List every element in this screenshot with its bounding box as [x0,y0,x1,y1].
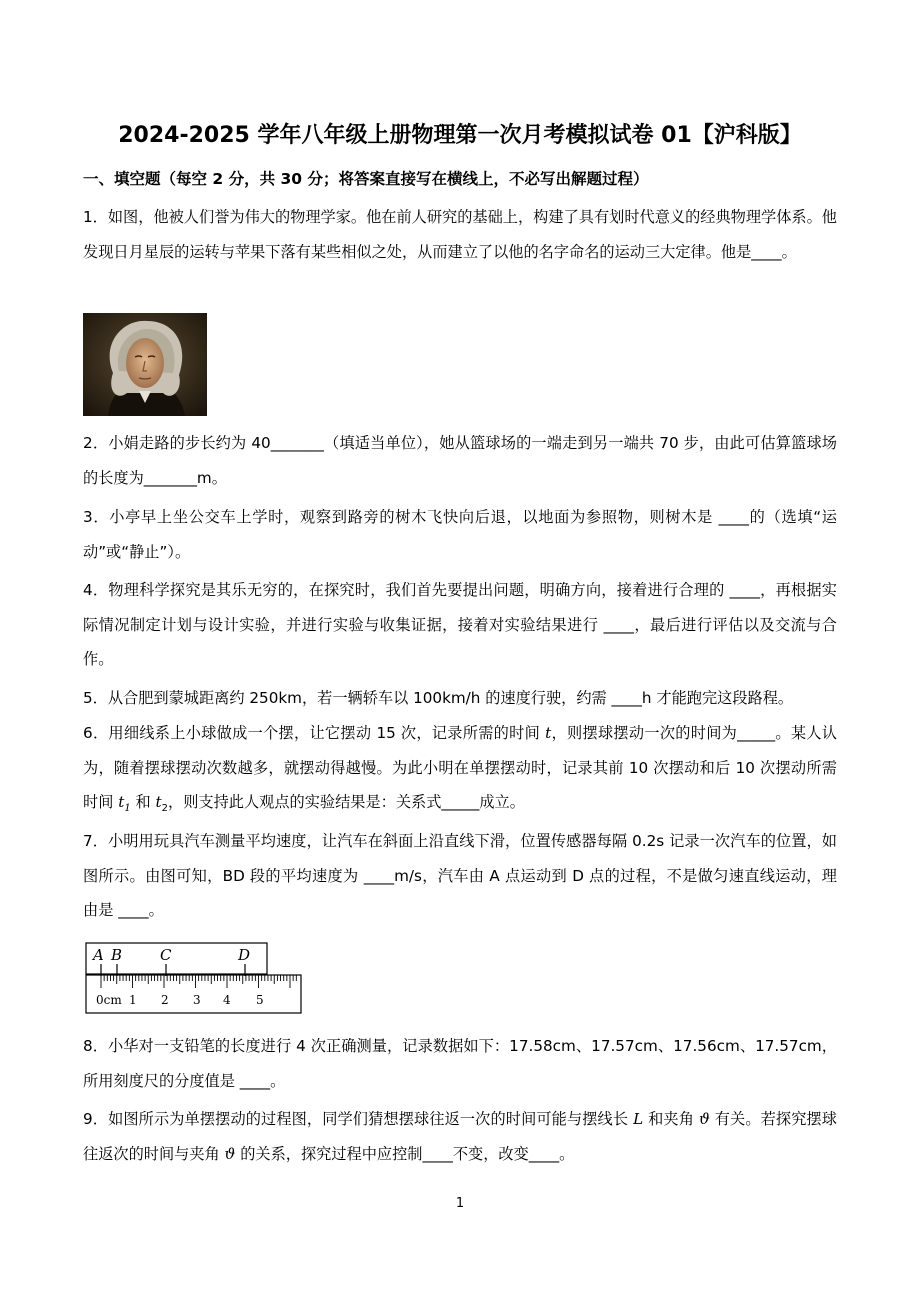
tick-label-0: 0cm [96,993,122,1007]
question-2: 2．小娟走路的步长约为 40_______（填适当单位），她从篮球场的一端走到另一端共 70 步，由此可估算篮球场的长度为_______m。 [83,434,837,487]
question-6: 6．用细线系上小球做成一个摆，让它摆动 15 次，记录所需的时间 t，则摆球摆动一次的时间为_____。某人认为，随着摆球摆动次数越多，就摆动得越慢。为此小明在单摆摆动时，记录其前 10 次摆动和后 10 次摆动所需时间 $t_1$ 和 $t_2$，则支持此人观点的实验结果是：关系式_____成立。 [83,724,837,815]
point-label-b: B [111,946,123,964]
newton-portrait [83,313,207,416]
question-5: 5．从合肥到蒙城距离约 250km，若一辆轿车以 100km/h 的速度行驶，约需 ____h 才能跑完这段路程。 [83,689,794,707]
question-3: 3．小亭早上坐公交车上学时，观察到路旁的树木飞快向后退，以地面为参照物，则树木是 ____的（选填“运动”或“静止”）。 [83,508,837,561]
question-9: 9．如图所示为单摆摆动的过程图，同学们猜想摆球往返一次的时间可能与摆线长 L 和夹角 ϑ 有关。若探究摆球往返次的时间与夹角 ϑ 的关系，探究过程中应控制____不变，改变____。 [83,1110,837,1163]
page-title: 2024-2025 学年八年级上册物理第一次月考模拟试卷 01【沪科版】 [118,123,802,148]
point-label-a: A [93,946,104,964]
tick-label-3: 3 [193,993,201,1007]
question-8: 8．小华对一支铅笔的长度进行 4 次正确测量，记录数据如下：17.58cm、17.57cm、17.56cm、17.57cm，所用刻度尺的分度值是 ____。 [83,1037,837,1090]
point-label-c: C [160,946,172,964]
ruler-figure [83,940,305,1018]
question-1: 1．如图，他被人们誉为伟大的物理学家。他在前人研究的基础上，构建了具有划时代意义的经典物理学体系。他发现日月星辰的运转与苹果下落有某些相似之处，从而建立了以他的名字命名的运动三大定律。他是____。 [83,208,837,261]
point-label-d: D [238,946,251,964]
page-number: 1 [455,1196,465,1211]
tick-label-1: 1 [129,993,137,1007]
tick-label-4: 4 [223,993,231,1007]
tick-label-2: 2 [161,993,169,1007]
question-4: 4．物理科学探究是其乐无穷的，在探究时，我们首先要提出问题，明确方向，接着进行合理的 ____，再根据实际情况制定计划与设计实验，并进行实验与收集证据，接着对实验结果进行 ____，最后进行评估以及交流与合作。 [83,581,837,669]
question-7: 7．小明用玩具汽车测量平均速度，让汽车在斜面上沿直线下滑，位置传感器每隔 0.2s 记录一次汽车的位置，如图所示。由图可知，BD 段的平均速度为 ____m/s，汽车由 A 点运动到 D 点的过程，不是做匀速直线运动，理由是 ____。 [83,832,837,920]
tick-label-5: 5 [256,993,264,1007]
section-heading: 一、填空题（每空 2 分，共 30 分；将答案直接写在横线上，不必写出解题过程） [83,170,649,188]
